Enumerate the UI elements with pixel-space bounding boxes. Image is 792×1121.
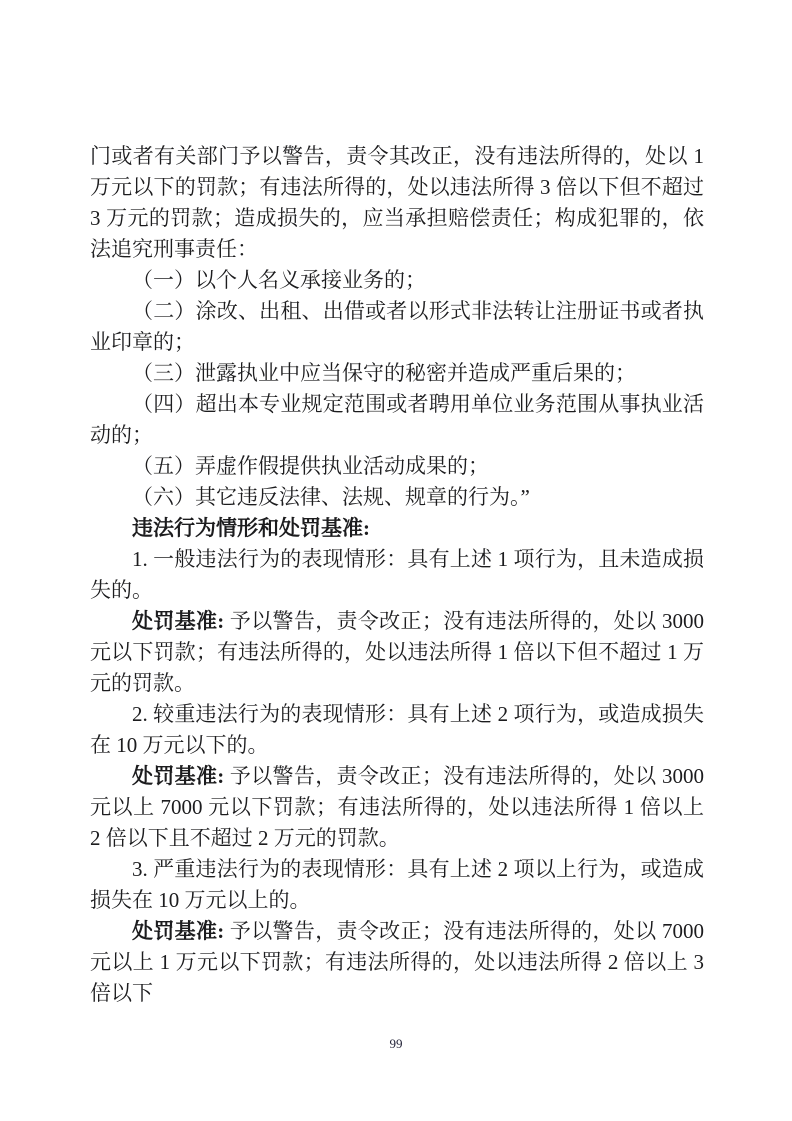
list-item-5 bbox=[90, 451, 704, 482]
document-body bbox=[90, 141, 704, 1009]
section-heading-text: 违法行为情形和处罚基准: bbox=[132, 516, 370, 540]
paragraph-text: 予以警告，责令改正；没有违法所得的，处以 7000 元以上 1 万元以下罚款；有违法所得的，处以违法所得 2 倍以上 3 倍以下 bbox=[90, 919, 705, 1005]
paragraph-text: （二）涂改、出租、出借或者以形式非法转让注册证书或者执业印章的； bbox=[90, 299, 704, 354]
paragraph-text: 门或者有关部门予以警告，责令其改正，没有违法所得的，处以 1 万元以下的罚款；有违法所得的，处以违法所得 3 倍以下但不超过 3 万元的罚款；造成损失的，应当承担赔偿责任；构成犯罪的，依法追究刑事责任： bbox=[90, 144, 704, 261]
paragraph-bold-run: 处罚基准: bbox=[132, 919, 225, 943]
paragraph-text: 予以警告，责令改正；没有违法所得的，处以 3000 元以下罚款；有违法所得的，处以违法所得 1 倍以下但不超过 1 万元的罚款。 bbox=[90, 609, 705, 695]
penalty-standard-1 bbox=[90, 606, 704, 699]
violation-level-1 bbox=[90, 544, 704, 606]
section-heading bbox=[90, 513, 704, 544]
paragraph-text: 2. 较重违法行为的表现情形：具有上述 2 项行为，或造成损失在 10 万元以下的。 bbox=[90, 702, 704, 757]
paragraph-text: 3. 严重违法行为的表现情形：具有上述 2 项以上行为，或造成损失在 10 万元以上的。 bbox=[90, 857, 704, 912]
paragraph-bold-run: 处罚基准: bbox=[132, 609, 225, 633]
page-number: 99 bbox=[389, 1036, 403, 1051]
paragraph-text: （四）超出本专业规定范围或者聘用单位业务范围从事执业活动的； bbox=[90, 392, 704, 447]
paragraph-penalty-intro bbox=[90, 141, 704, 265]
list-item-1 bbox=[90, 265, 704, 296]
paragraph-text: 予以警告，责令改正；没有违法所得的，处以 3000 元以上 7000 元以下罚款；有违法所得的，处以违法所得 1 倍以上 2 倍以下且不超过 2 万元的罚款。 bbox=[90, 764, 705, 850]
list-item-3 bbox=[90, 358, 704, 389]
penalty-standard-2 bbox=[90, 761, 704, 854]
paragraph-text: （五）弄虚作假提供执业活动成果的； bbox=[132, 454, 489, 478]
penalty-standard-3 bbox=[90, 916, 704, 1009]
list-item-6 bbox=[90, 482, 704, 513]
violation-level-2 bbox=[90, 699, 704, 761]
paragraph-text: （六）其它违反法律、法规、规章的行为。” bbox=[132, 485, 530, 509]
paragraph-text: （一）以个人名义承接业务的； bbox=[132, 268, 426, 292]
paragraph-bold-run: 处罚基准: bbox=[132, 764, 225, 788]
violation-level-3 bbox=[90, 854, 704, 916]
list-item-4 bbox=[90, 389, 704, 451]
paragraph-text: 1. 一般违法行为的表现情形：具有上述 1 项行为，且未造成损失的。 bbox=[90, 547, 704, 602]
page-footer bbox=[0, 1036, 792, 1052]
list-item-2 bbox=[90, 296, 704, 358]
paragraph-text: （三）泄露执业中应当保守的秘密并造成严重后果的； bbox=[132, 361, 636, 385]
